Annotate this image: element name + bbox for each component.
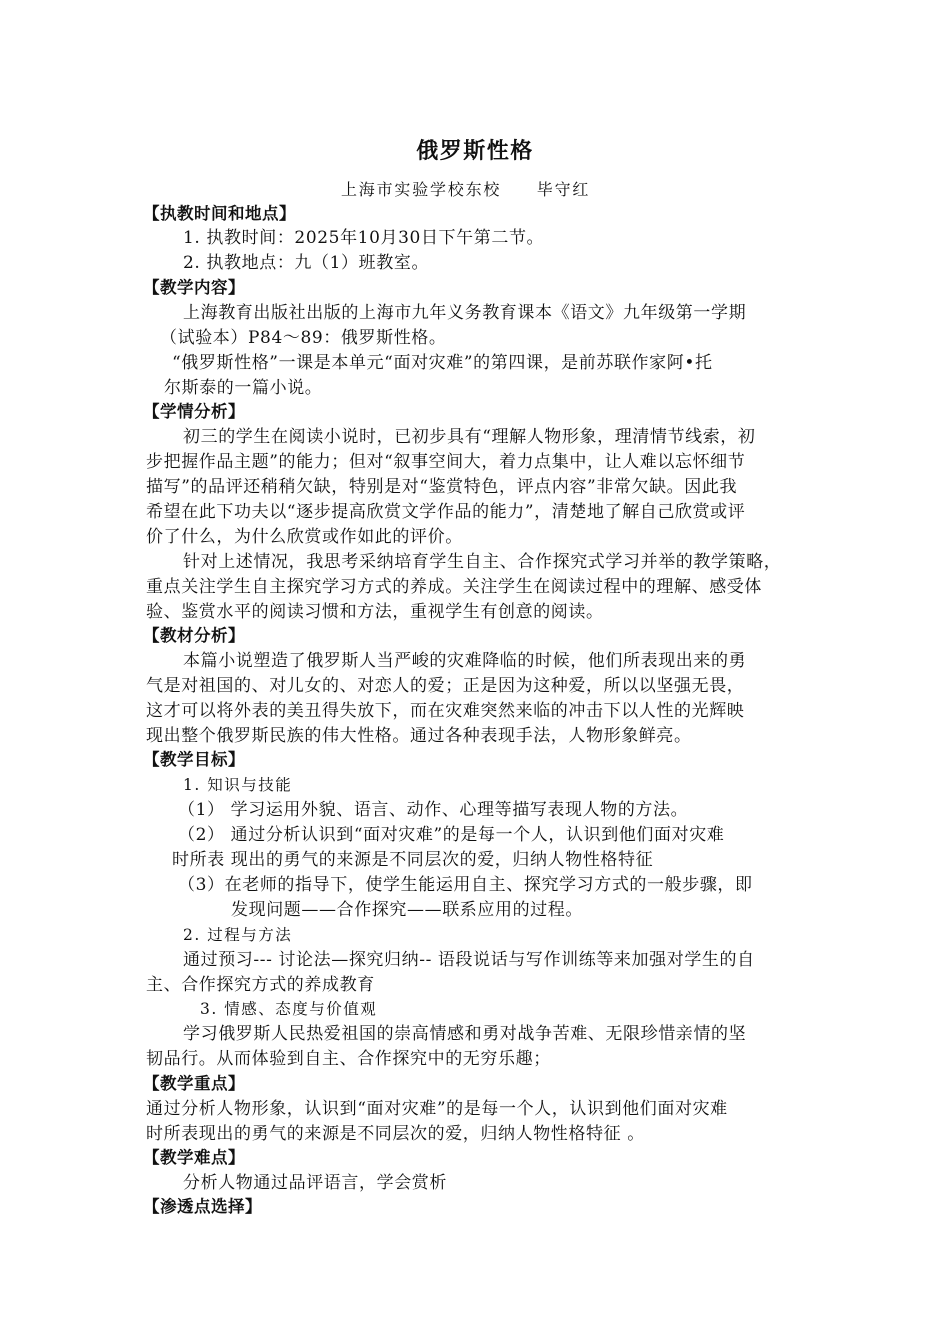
content-line: 尔斯泰的一篇小说。 xyxy=(164,378,323,398)
material-line: 气是对祖国的、对儿女的、对恋人的爱；正是因为这种爱，所以以坚强无畏， xyxy=(146,676,745,696)
time-line: 1. 执教时间：2025年10月30日下午第二节。 xyxy=(183,228,545,248)
goals-line: 发现问题——合作探究——联系应用的过程。 xyxy=(231,900,583,920)
goals-line: （2） 通过分析认识到“面对灾难”的是每一个人，认识到他们面对灾难 xyxy=(178,825,725,845)
students-line: 针对上述情况，我思考采纳培育学生自主、合作探究式学习并举的教学策略， xyxy=(183,552,782,572)
goals-subheading-knowledge: 1. 知识与技能 xyxy=(183,776,293,794)
heading-goals: 【教学目标】 xyxy=(143,750,245,769)
goals-line: 学习俄罗斯人民热爱祖国的崇高情感和勇对战争苦难、无限珍惜亲情的坚 xyxy=(183,1024,747,1044)
author-line: 上海市实验学校东校 毕守红 xyxy=(341,180,591,199)
material-line: 本篇小说塑造了俄罗斯人当严峻的灾难降临的时候，他们所表现出来的勇 xyxy=(183,651,747,671)
students-line: 描写”的品评还稍稍欠缺，特别是对“鉴赏特色，评点内容”非常欠缺。因此我 xyxy=(146,477,738,497)
content-line: “俄罗斯性格”一课是本单元“面对灾难”的第四课，是前苏联作家阿•托 xyxy=(172,353,713,373)
students-line: 验、鉴赏水平的阅读习惯和方法，重视学生有创意的阅读。 xyxy=(146,602,604,622)
goals-line: 时所表 现出的勇气的来源是不同层次的爱，归纳人物性格特征 xyxy=(172,850,654,870)
students-line: 价了什么，为什么欣赏或作如此的评价。 xyxy=(146,527,463,547)
key-points-line: 通过分析人物形象，认识到“面对灾难”的是每一个人，认识到他们面对灾难 xyxy=(146,1099,728,1119)
key-points-line: 时所表现出的勇气的来源是不同层次的爱，归纳人物性格特征 。 xyxy=(146,1124,645,1144)
goals-line: （3）在老师的指导下，使学生能运用自主、探究学习方式的一般步骤，即 xyxy=(178,875,753,895)
heading-time-place: 【执教时间和地点】 xyxy=(143,204,296,223)
goals-subheading-values: 3. 情感、态度与价值观 xyxy=(200,1000,378,1018)
heading-difficulties: 【教学难点】 xyxy=(143,1148,245,1167)
material-line: 这才可以将外表的美丑得失放下，而在灾难突然来临的冲击下以人性的光辉映 xyxy=(146,701,745,721)
goals-line: （1） 学习运用外貌、语言、动作、心理等描写表现人物的方法。 xyxy=(178,800,689,820)
goals-line: 主、合作探究方式的养成教育 xyxy=(146,975,375,995)
students-line: 希望在此下功夫以“逐步提高欣赏文学作品的能力”，清楚地了解自己欣赏或评 xyxy=(146,502,746,522)
students-line: 初三的学生在阅读小说时，已初步具有“理解人物形象，理清情节线索，初 xyxy=(183,427,756,447)
material-line: 现出整个俄罗斯民族的伟大性格。通过各种表现手法，人物形象鲜亮。 xyxy=(146,726,692,746)
difficulties-line: 分析人物通过品评语言，学会赏析 xyxy=(183,1173,447,1193)
document-title: 俄罗斯性格 xyxy=(416,139,534,164)
heading-students: 【学情分析】 xyxy=(143,402,245,421)
heading-content: 【教学内容】 xyxy=(143,278,245,297)
content-line: 上海教育出版社出版的上海市九年义务教育课本《语文》九年级第一学期 xyxy=(183,303,747,323)
heading-material: 【教材分析】 xyxy=(143,626,245,645)
heading-penetration: 【渗透点选择】 xyxy=(143,1197,262,1216)
heading-key-points: 【教学重点】 xyxy=(143,1074,245,1093)
students-line: 重点关注学生自主探究学习方式的养成。关注学生在阅读过程中的理解、感受体 xyxy=(146,577,762,597)
goals-line: 韧品行。从而体验到自主、合作探究中的无穷乐趣； xyxy=(146,1049,551,1069)
place-line: 2. 执教地点：九（1）班教室。 xyxy=(183,253,430,273)
goals-line: 通过预习--- 讨论法—探究归纳-- 语段说话与写作训练等来加强对学生的自 xyxy=(183,950,755,970)
students-line: 步把握作品主题”的能力；但对“叙事空间大，着力点集中，让人难以忘怀细节 xyxy=(146,452,746,472)
content-line: （试验本）P84～89：俄罗斯性格。 xyxy=(160,328,447,348)
goals-subheading-process: 2. 过程与方法 xyxy=(183,926,293,944)
